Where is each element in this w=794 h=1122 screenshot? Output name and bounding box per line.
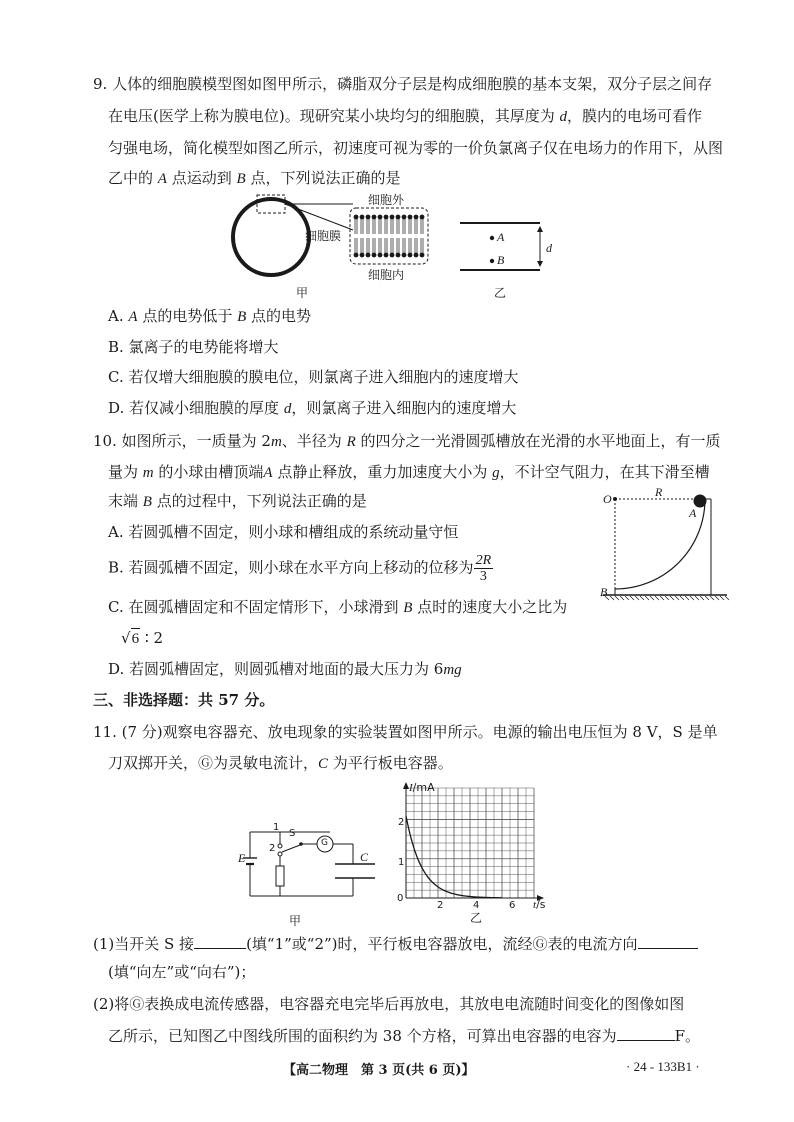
lipid-tail: [391, 219, 393, 234]
lipid-tail: [379, 238, 381, 253]
q10-stem-line1: [93, 431, 721, 452]
hatch-line: [705, 596, 709, 600]
q11-text: 为平行板电容器。: [328, 754, 453, 772]
section-heading: 三、非选择题：共 57 分。: [93, 691, 275, 709]
q10-text: 的小球由槽顶端: [153, 463, 264, 481]
lipid-tail: [379, 219, 381, 234]
x-tick-6: 6: [509, 900, 516, 911]
page-footer: 【高二物理 第 3 页(共 6 页)】: [283, 1063, 475, 1078]
lipid-head: [378, 253, 383, 258]
lipid-tail: [385, 238, 387, 253]
q9-text: A.: [108, 307, 129, 325]
label-outside: 细胞外: [368, 193, 405, 207]
point-A: [490, 236, 494, 240]
ground-hatch: [605, 596, 729, 600]
q9-option-D: [108, 398, 516, 419]
q9-option-B: B. 氯离子的电势能将增大: [108, 338, 279, 356]
hatch-line: [720, 596, 724, 600]
var-B: B: [237, 309, 247, 325]
fraction-denominator: 3: [479, 569, 487, 584]
hatch-line: [710, 596, 714, 600]
hatch-line: [650, 596, 654, 600]
caption-yi: 乙: [494, 286, 507, 300]
q9-text: D. 若仅减小细胞膜的厚度: [108, 399, 280, 417]
terminal-2: [278, 852, 282, 856]
discharge-graph: [390, 778, 550, 913]
label-A: A: [689, 506, 697, 520]
q9-text: 点运动到: [166, 169, 232, 187]
q11-part2-line2: [108, 1024, 700, 1046]
caption-jia: 甲: [296, 286, 309, 300]
label-E: E: [238, 851, 246, 865]
cell-ring: [233, 199, 309, 275]
var-A: A: [263, 465, 273, 481]
q11-text: 乙所示，已知图乙中图线所围的面积约为 38 个方格，可算出电容器的电容为: [108, 1027, 617, 1045]
ratio-text: ∶ 2: [140, 629, 164, 647]
q10-text: C. 在圆弧槽固定和不固定情形下，小球滑到: [108, 598, 399, 616]
sqrt-radicand: 6: [131, 628, 141, 649]
x-axis-label: [533, 898, 546, 911]
lipid-tail: [421, 219, 423, 234]
q10-text: 末端: [108, 492, 139, 510]
lipid-head: [408, 253, 413, 258]
lipid-tail: [361, 238, 363, 253]
q9-stem-line2: [108, 106, 702, 127]
q9-text: ，膜内的电场可看作: [567, 107, 703, 125]
var-d: d: [559, 109, 567, 125]
caption-jia: 甲: [289, 914, 302, 928]
label-inside: 细胞内: [368, 268, 405, 282]
q10-text: 的四分之一光滑圆弧槽放在光滑的水平地面上，有一质: [355, 432, 721, 450]
var-I: I: [409, 782, 413, 794]
lipid-bilayer: [354, 215, 425, 258]
lipid-head: [360, 215, 365, 220]
lipid-head: [372, 253, 377, 258]
label-C: C: [360, 850, 369, 864]
lipid-tail: [409, 238, 411, 253]
lipid-tail: [385, 219, 387, 234]
hatch-line: [615, 596, 619, 600]
lipid-tail: [403, 238, 405, 253]
lipid-head: [354, 253, 359, 258]
figure-cell-membrane: [225, 190, 440, 305]
q11-part2-line1: (2)将Ⓖ表换成电流传感器，电容器充电完毕后再放电，其放电电流随时间变化的图像如图: [93, 995, 685, 1013]
var-R: R: [346, 434, 356, 450]
q10-text: ，不计空气阻力，在其下滑至槽: [499, 463, 710, 481]
q9-option-C: C. 若仅增大细胞膜的膜电位，则氯离子进入细胞内的速度增大: [108, 368, 519, 386]
lipid-head: [366, 253, 371, 258]
label-R: R: [655, 485, 663, 499]
hatch-line: [675, 596, 679, 600]
var-C: C: [318, 756, 329, 772]
lipid-head: [366, 215, 371, 220]
q9-text: 点的电势低于: [137, 307, 233, 325]
q9-text: 点，下列说法正确的是: [245, 169, 401, 187]
lipid-tail: [355, 219, 357, 234]
sqrt-sign: √: [121, 629, 131, 647]
lipid-head: [414, 253, 419, 258]
lipid-head: [408, 215, 413, 220]
lipid-head: [396, 253, 401, 258]
hatch-line: [715, 596, 719, 600]
q11-part1-line1: [93, 932, 698, 954]
lipid-tail: [415, 219, 417, 234]
graph-grid: [406, 788, 534, 898]
q10-option-D: [108, 659, 462, 680]
hatch-line: [690, 596, 694, 600]
q11-part1-line2: (填“向左”或“向右”)；: [108, 963, 256, 981]
lipid-head: [420, 253, 425, 258]
label-S: S: [289, 828, 296, 839]
q11-text: (1)当开关 S 接: [93, 935, 195, 953]
lipid-tail: [373, 238, 375, 253]
q10-option-C: [108, 597, 567, 618]
figure-parallel-plates: [455, 218, 560, 278]
answer-blank-2[interactable]: [638, 932, 698, 949]
q10-option-C-ratio: [121, 628, 163, 649]
hatch-line: [725, 596, 729, 600]
hatch-line: [630, 596, 634, 600]
q9-text: 在电压(医学上称为膜电位)。现研究某小块均匀的细胞膜，其厚度为: [108, 107, 555, 125]
q10-text: 量为: [108, 463, 139, 481]
q10-stem-line3: [108, 491, 367, 512]
unit-s: /s: [536, 898, 546, 911]
q11-text: (填“1”或“2”)时，平行板电容器放电，流经Ⓖ表的电流方向: [246, 935, 638, 953]
var-A: A: [128, 309, 138, 325]
var-A: A: [157, 171, 167, 187]
lipid-head: [402, 253, 407, 258]
hatch-line: [680, 596, 684, 600]
fraction-numerator: 2R: [475, 553, 492, 568]
q9-stem-line4: [108, 168, 400, 189]
hatch-line: [625, 596, 629, 600]
lipid-tail: [367, 238, 369, 253]
figure-circuit: [235, 818, 385, 913]
q10-text: B. 若圆弧槽不固定，则小球在水平方向上移动的位移为: [108, 558, 474, 577]
label-A: A: [497, 230, 505, 244]
hatch-line: [635, 596, 639, 600]
label-O: O: [603, 492, 612, 506]
q10-text: 、半径为: [281, 432, 342, 450]
x-tick-4: 4: [473, 900, 480, 911]
y-tick-1: 1: [398, 857, 405, 868]
q10-option-B: [108, 553, 493, 584]
lipid-head: [378, 215, 383, 220]
unit-mA: /mA: [412, 781, 435, 794]
origin-label: 0: [397, 893, 404, 904]
label-2: 2: [269, 843, 276, 854]
label-d: d: [546, 241, 552, 255]
lipid-tail: [409, 219, 411, 234]
q10-text: D. 若圆弧槽固定，则圆弧槽对地面的最大压力为 6: [108, 660, 444, 678]
var-B: B: [403, 600, 413, 616]
q9-text: 点的电势: [246, 307, 312, 325]
q10-option-A: A. 若圆弧槽不固定，则小球和槽组成的系统动量守恒: [108, 523, 459, 541]
q10-text: 点时的速度大小之比为: [412, 598, 568, 616]
d-arrow-top: [537, 226, 543, 232]
lipid-tail: [361, 219, 363, 234]
lipid-head: [354, 215, 359, 220]
lipid-tail: [355, 238, 357, 253]
lipid-head: [402, 215, 407, 220]
y-tick-2: 2: [398, 817, 405, 828]
lipid-tail: [415, 238, 417, 253]
var-m: m: [270, 434, 282, 450]
hatch-line: [620, 596, 624, 600]
lipid-head: [390, 253, 395, 258]
var-B: B: [236, 171, 246, 187]
label-membrane: 细胞膜: [305, 229, 342, 243]
q11-stem-line1: 11. (7 分)观察电容器充、放电现象的实验装置如图甲所示。电源的输出电压恒为 8 V，S 是单: [93, 723, 718, 741]
point-B: [490, 259, 494, 263]
d-arrow-bottom: [537, 261, 543, 267]
answer-blank-3[interactable]: [617, 1024, 675, 1041]
var-t: t: [533, 899, 537, 911]
figure-arc-groove: [595, 485, 735, 610]
lipid-head: [420, 215, 425, 220]
lipid-head: [384, 215, 389, 220]
lipid-tail: [403, 219, 405, 234]
var-B: B: [142, 494, 152, 510]
hatch-line: [640, 596, 644, 600]
var-m: m: [142, 465, 154, 481]
q11-text: F。: [674, 1027, 701, 1045]
x-tick-2: 2: [437, 900, 444, 911]
hatch-line: [655, 596, 659, 600]
q11-text: 刀双掷开关，Ⓖ为灵敏电流计，: [108, 754, 319, 772]
q10-text: 10. 如图所示，一质量为 2: [93, 432, 271, 450]
y-axis-label: [409, 781, 435, 794]
var-mg: mg: [443, 662, 462, 678]
lipid-tail: [373, 219, 375, 234]
q9-text: ，则氯离子进入细胞内的速度增大: [291, 399, 517, 417]
lipid-tail: [421, 238, 423, 253]
q10-text: 点静止释放，重力加速度大小为: [272, 463, 488, 481]
q10-stem-line2: [108, 462, 710, 483]
switch-blade: [282, 845, 300, 852]
q9-stem-line1: 9. 人体的细胞膜模型图如图甲所示，磷脂双分子层是构成细胞膜的基本支架，双分子层之间存: [93, 75, 713, 93]
lipid-head: [390, 215, 395, 220]
q9-option-A: [108, 306, 311, 327]
answer-blank-1[interactable]: [194, 932, 246, 949]
lipid-head: [372, 215, 377, 220]
hatch-line: [695, 596, 699, 600]
lipid-head: [384, 253, 389, 258]
label-G: G: [321, 838, 328, 848]
lipid-tail: [367, 219, 369, 234]
lipid-tail: [391, 238, 393, 253]
label-B: B: [600, 585, 608, 599]
hatch-line: [685, 596, 689, 600]
hatch-line: [665, 596, 669, 600]
q10-text: 点的过程中，下列说法正确的是: [151, 492, 367, 510]
lipid-tail: [397, 219, 399, 234]
hatch-line: [610, 596, 614, 600]
lipid-head: [360, 253, 365, 258]
label-B: B: [497, 253, 505, 267]
var-g: g: [492, 465, 500, 481]
q9-text: 乙中的: [108, 169, 154, 187]
hatch-line: [660, 596, 664, 600]
hatch-line: [670, 596, 674, 600]
q11-stem-line2: [108, 753, 453, 774]
hatch-line: [700, 596, 704, 600]
exam-code: · 24 - 133B1 ·: [626, 1059, 700, 1074]
lipid-head: [396, 215, 401, 220]
lipid-head: [414, 215, 419, 220]
fraction-2R-over-3: [474, 553, 494, 584]
lipid-tail: [397, 238, 399, 253]
terminal-1: [278, 844, 282, 848]
center-O: [613, 497, 617, 501]
var-d: d: [283, 401, 292, 417]
label-1: 1: [273, 822, 280, 833]
caption-yi: 乙: [470, 911, 483, 925]
hatch-line: [645, 596, 649, 600]
resistor: [276, 866, 284, 886]
q9-stem-line3: 匀强电场，简化模型如图乙所示，初速度可视为零的一价负氯离子仅在电场力的作用下，从图: [108, 139, 724, 157]
